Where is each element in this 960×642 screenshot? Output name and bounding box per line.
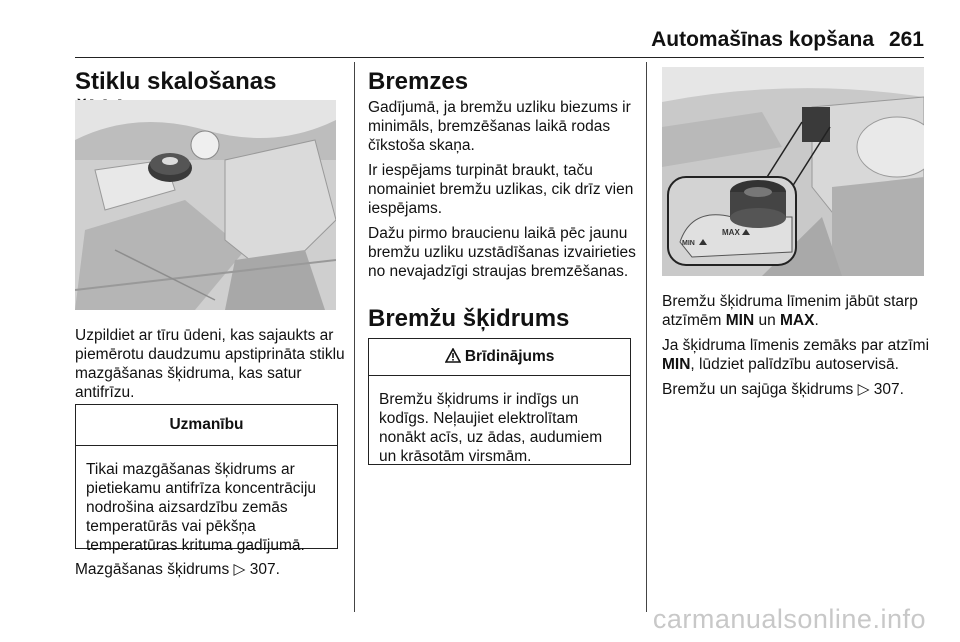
- reference-page-link[interactable]: 307.: [249, 561, 280, 578]
- brake-fluid-reservoir-illustration: [662, 67, 924, 276]
- page-reference-icon: ▷: [233, 561, 246, 578]
- header-rule: [75, 57, 924, 58]
- brake-fluid-level-paragraph: [662, 292, 932, 330]
- low-level-text-part-2: , lūdziet palīdzību autoservisā.: [690, 356, 899, 373]
- caution-box-title: Uzmanību: [76, 405, 337, 446]
- warning-box-body: Bremžu šķidrums ir indīgs un kodīgs. Neļaujiet elektrolītam nonākt acīs, uz ādas, audumiem un krāsotām virsmām.: [379, 391, 603, 465]
- washer-reservoir-figure: [75, 100, 336, 310]
- warning-box-header: [369, 339, 630, 376]
- warning-box: [368, 338, 631, 465]
- brakes-paragraph-3: Dažu pirmo braucienu laikā pēc jaunu bremžu uzliku uzstādīšanas izvairieties no nevajadzīgi straujas bremzēšanas.: [368, 225, 636, 280]
- brake-fluid-heading-wrap: [368, 305, 638, 333]
- page-reference-icon: ▷: [857, 381, 870, 398]
- low-level-paragraph: [662, 336, 932, 374]
- warning-triangle-icon: [445, 348, 465, 365]
- caution-box-body: Tikai mazgāšanas šķidrums ar pietiekamu antifrīza koncentrāciju nodrošina aizsardzību zemās temperatūrās vai pēkšņa temperatūras krituma gadījumā.: [86, 461, 317, 554]
- brake-fluid-heading: Bremžu šķidrums: [368, 305, 570, 332]
- washer-text-block: [75, 326, 345, 402]
- column-3-text: [662, 292, 932, 399]
- watermark: carmanualsonline.info: [652, 604, 926, 634]
- reference-text: Bremžu un sajūga šķidrums: [662, 381, 854, 398]
- brakes-paragraph-1: Gadījumā, ja bremžu uzliku biezums ir minimāls, bremzēšanas laikā rodas čīkstoša skaņa.: [368, 99, 631, 154]
- column-divider-2: [646, 62, 647, 612]
- min-emphasis: MIN: [725, 312, 755, 329]
- reference-page-link[interactable]: 307.: [873, 381, 904, 398]
- running-header-title: Automašīnas kopšana: [651, 28, 874, 51]
- level-text-part-1: Bremžu šķidruma līmenim jābūt starp atzīmēm: [662, 293, 918, 329]
- brake-fluid-reservoir-figure: [662, 67, 924, 276]
- washer-fluid-paragraph: Uzpildiet ar tīru ūdeni, kas sajaukts ar piemērotu daudzumu apstiprināta stiklu mazgāšanas šķidruma, kas satur antifrīzu.: [75, 327, 345, 401]
- column-2: [368, 68, 638, 281]
- min-mark-label: MIN: [682, 240, 695, 247]
- caution-box: [75, 404, 338, 554]
- washer-fluid-reference: [75, 560, 345, 579]
- column-divider-1: [354, 62, 355, 612]
- reference-text: Mazgāšanas šķidrums: [75, 561, 230, 578]
- level-text-part-2: un: [754, 312, 781, 329]
- level-text-part-3: .: [814, 312, 819, 329]
- brakes-paragraph-2: Ir iespējams turpināt braukt, taču nomainiet bremžu uzlikas, cik drīz vien iespējams.: [368, 162, 634, 217]
- page-number: 261: [888, 28, 924, 51]
- max-emphasis: MAX: [780, 312, 815, 329]
- brake-fluid-reference: [662, 380, 932, 399]
- low-min-emphasis: MIN: [662, 356, 691, 373]
- washer-reservoir-illustration: [75, 100, 336, 310]
- low-level-text-part-1: Ja šķidruma līmenis zemāks par atzīmi: [662, 337, 930, 354]
- warning-box-title: Brīdinājums: [464, 348, 555, 365]
- washer-fluid-heading: Stiklu skalošanas: [75, 68, 277, 95]
- brakes-heading: Bremzes: [368, 68, 469, 95]
- max-mark-label: MAX: [722, 228, 740, 237]
